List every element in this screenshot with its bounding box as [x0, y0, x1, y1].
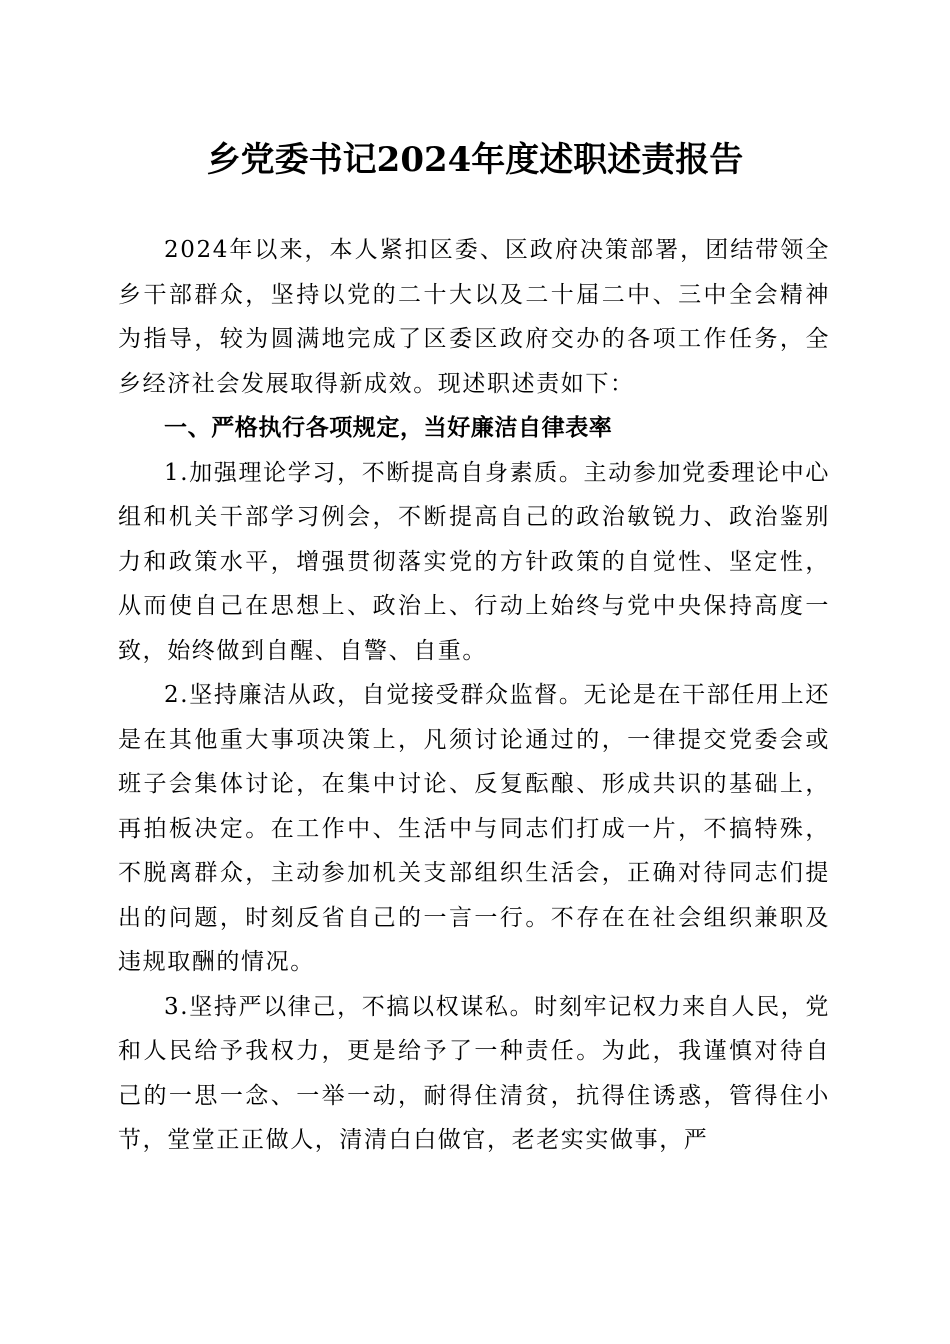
body-paragraph: 2.坚持廉洁从政，自觉接受群众监督。无论是在干部任用上还是在其他重大事项决策上，凡须讨论通过的，一律提交党委会或班子会集体讨论，在集中讨论、反复酝酿、形成共识的基础上，再拍板决定。在工作中、生活中与同志们打成一片，不搞特殊，不脱离群众，主动参加机关支部组织生活会，正确对待同志们提出的问题，时刻反省自己的一言一行。不存在在社会组织兼职及违规取酬的情况。 — [118, 682, 830, 975]
document-title: 乡党委书记2024年度述职述责报告 — [206, 140, 744, 180]
body-paragraph: 1.加强理论学习，不断提高自身素质。主动参加党委理论中心组和机关干部学习例会，不断提高自己的政治敏锐力、政治鉴别力和政策水平，增强贯彻落实党的方针政策的自觉性、坚定性，从而使自己在思想上、政治上、行动上始终与党中央保持高度一致，始终做到自醒、自警、自重。 — [118, 459, 830, 664]
document-body — [118, 228, 830, 1163]
section-heading: 一、严格执行各项规定，当好廉洁自律表率 — [164, 415, 613, 441]
intro-paragraph: 2024年以来，本人紧扣区委、区政府决策部署，团结带领全乡干部群众，坚持以党的二十大以及二十届二中、三中全会精神为指导，较为圆满地完成了区委区政府交办的各项工作任务，全乡经济社会发展取得新成效。现述职述责如下： — [118, 237, 830, 397]
body-paragraph: 3.坚持严以律己，不搞以权谋私。时刻牢记权力来自人民，党和人民给予我权力，更是给予了一种责任。为此，我谨慎对待自己的一思一念、一举一动，耐得住清贫，抗得住诱惑，管得住小节，堂堂正正做人，清清白白做官，老老实实做事，严 — [118, 993, 830, 1153]
